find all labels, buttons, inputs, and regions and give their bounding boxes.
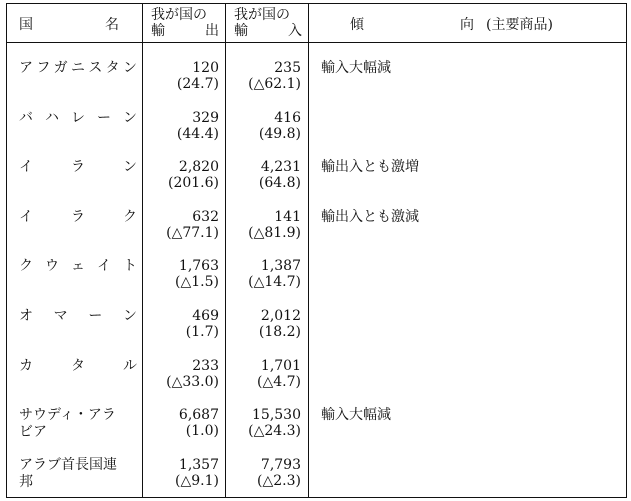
header-export-line2: 輸 出	[151, 23, 219, 39]
import-value: 416 (49.8)	[258, 109, 301, 142]
import-value: 1,387 (△14.7)	[248, 258, 301, 291]
export-value: 6,687 (1.0)	[178, 407, 219, 440]
table-row	[7, 100, 628, 150]
export-value: 1,357 (△9.1)	[175, 456, 219, 489]
header-divider	[7, 42, 626, 43]
country-name: ア フ ガ ニ ス タ ン	[19, 60, 137, 76]
export-value: 329 (44.4)	[176, 109, 219, 142]
export-value: 120 (24.7)	[176, 60, 219, 92]
header-import-line2: 輸 入	[234, 23, 302, 39]
import-value: 4,231 (64.8)	[258, 159, 301, 192]
table-row	[7, 149, 628, 199]
country-name: ク ウ ェ イ ト	[19, 258, 137, 275]
table-row	[7, 50, 628, 100]
export-value: 2,820 (201.6)	[167, 159, 219, 192]
trend-note: 輸出入とも激増	[321, 159, 419, 176]
header-import	[228, 4, 308, 42]
import-value: 2,012 (18.2)	[258, 308, 301, 340]
country-name: サウディ・アラ ビア	[19, 407, 116, 441]
export-value: 233 (△33.0)	[166, 357, 219, 390]
header-export	[145, 4, 225, 42]
export-value: 469 (1.7)	[185, 308, 219, 340]
country-name: オ マ ー ン	[19, 308, 137, 324]
table-row	[7, 348, 628, 398]
header-country-char: 国	[19, 17, 33, 33]
country-name: バ ハ レ ー ン	[19, 109, 137, 126]
export-value: 1,763 (△1.5)	[175, 258, 219, 291]
trend-note: 輸入大幅減	[321, 407, 391, 424]
country-name: イ ラ ン	[19, 159, 137, 176]
country-name: イ ラ ク	[19, 208, 137, 225]
export-value: 632 (△77.1)	[166, 208, 219, 241]
trend-note: 輸出入とも激減	[321, 208, 419, 225]
table-row	[7, 199, 628, 249]
table-row	[7, 298, 628, 348]
table-row	[7, 248, 628, 298]
table-row	[7, 397, 628, 447]
header-import-line1: 我が国の	[234, 7, 290, 23]
country-name: アラブ首長国連 邦	[19, 456, 117, 490]
import-value: 235 (△62.1)	[248, 60, 301, 92]
import-value: 141 (△81.9)	[248, 208, 301, 241]
trade-table	[6, 3, 627, 498]
trend-note: 輸入大幅減	[321, 60, 391, 76]
table-row	[7, 447, 628, 497]
import-value: 15,530 (△24.3)	[248, 407, 301, 440]
header-country-char: 名	[105, 17, 119, 33]
country-name: カ タ ル	[19, 357, 137, 374]
header-trend: 傾 向 (主要商品)	[350, 17, 553, 33]
import-value: 7,793 (△2.3)	[257, 456, 301, 489]
import-value: 1,701 (△4.7)	[257, 357, 301, 390]
header-export-line1: 我が国の	[151, 7, 207, 23]
header-country	[7, 4, 142, 42]
